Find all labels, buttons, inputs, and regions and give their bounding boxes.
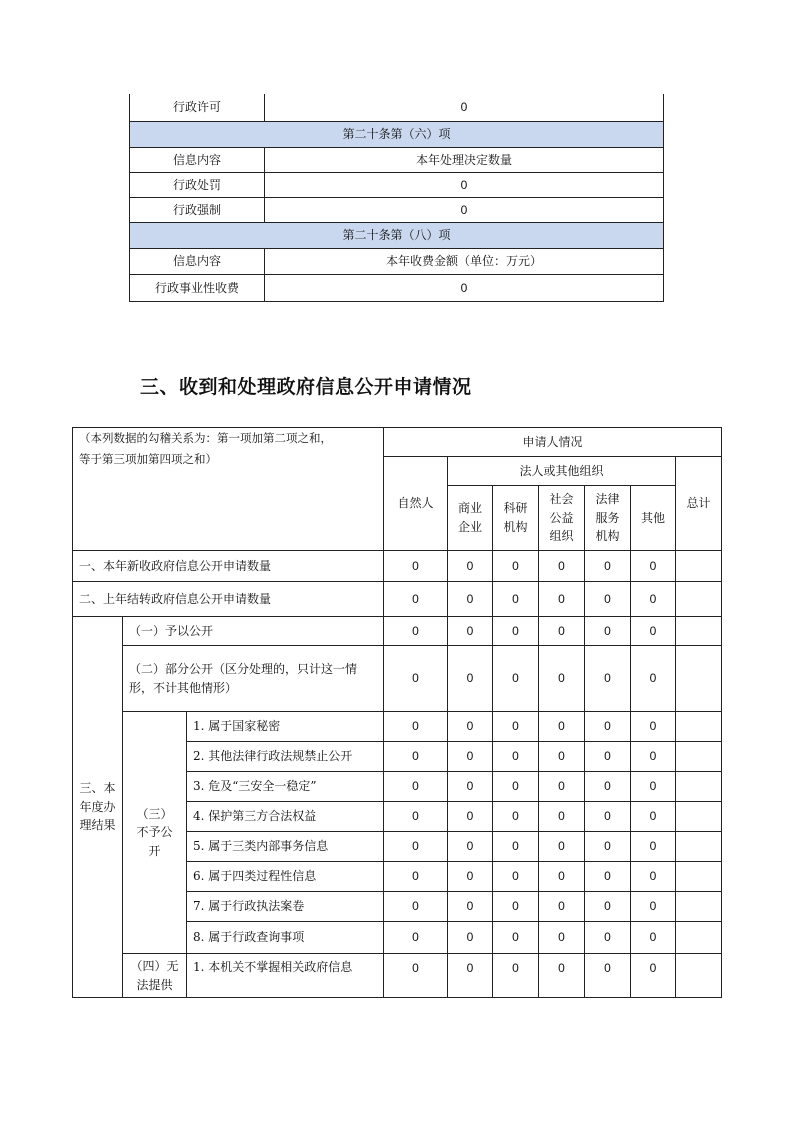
value-admin-penalty: 0 <box>264 172 664 198</box>
value-cell-open-5: 0 <box>630 616 676 646</box>
row-partial-open-line-1: （二）部分公开（区分处理的，只计这一情 <box>129 661 358 676</box>
value-cell-n8-2: 0 <box>492 921 539 954</box>
value-cell-open-0: 0 <box>383 616 448 646</box>
value-cell-new-1: 0 <box>447 550 493 582</box>
value-cell-n4-5: 0 <box>630 801 676 832</box>
row-not-open-2: 2. 其他法律行政法规禁止公开 <box>186 741 384 772</box>
value-decision-count-header: 本年处理决定数量 <box>264 147 664 173</box>
value-cell-n2-3: 0 <box>538 741 585 772</box>
value-cell-n1-1: 0 <box>447 711 493 742</box>
value-cell-new-0: 0 <box>383 550 448 582</box>
value-cell-n6-1: 0 <box>447 861 493 892</box>
value-cell-carry-0: 0 <box>383 581 448 617</box>
value-cell-carry-5: 0 <box>630 581 676 617</box>
value-cell-n8-6 <box>675 921 722 954</box>
value-cell-open-4: 0 <box>584 616 631 646</box>
value-cell-c1-5: 0 <box>630 953 676 998</box>
value-cell-n3-3: 0 <box>538 771 585 802</box>
value-cell-n1-3: 0 <box>538 711 585 742</box>
row-open: （一）予以公开 <box>122 616 384 646</box>
value-cell-n6-0: 0 <box>383 861 448 892</box>
value-cell-n6-2: 0 <box>492 861 539 892</box>
value-cell-c1-2: 0 <box>492 953 539 998</box>
value-cell-carry-3: 0 <box>538 581 585 617</box>
col-other: 其他 <box>630 485 676 551</box>
value-cell-n7-2: 0 <box>492 891 539 922</box>
value-cell-partial-2: 0 <box>492 645 539 712</box>
value-cell-n4-1: 0 <box>447 801 493 832</box>
value-cell-n1-0: 0 <box>383 711 448 742</box>
row-not-open-1: 1. 属于国家秘密 <box>186 711 384 742</box>
value-cell-n5-4: 0 <box>584 831 631 862</box>
value-cell-c1-4: 0 <box>584 953 631 998</box>
value-cell-n3-2: 0 <box>492 771 539 802</box>
value-cell-n5-2: 0 <box>492 831 539 862</box>
value-cell-n7-5: 0 <box>630 891 676 922</box>
value-cell-c1-1: 0 <box>447 953 493 998</box>
row-group-results: 三、本年度办理结果 <box>72 616 123 998</box>
value-cell-carry-6 <box>675 581 722 617</box>
value-cell-partial-3: 0 <box>538 645 585 712</box>
value-fee-amount-header: 本年收费金额（单位：万元） <box>264 248 664 275</box>
section-header-item8: 第二十条第（八）项 <box>129 222 664 249</box>
section-title: 三、收到和处理政府信息公开申请情况 <box>140 376 472 398</box>
value-cell-partial-6 <box>675 645 722 712</box>
value-cell-n2-0: 0 <box>383 741 448 772</box>
value-cell-n5-0: 0 <box>383 831 448 862</box>
value-cell-n5-6 <box>675 831 722 862</box>
natural-person-header: 自然人 <box>383 456 448 551</box>
value-admin-enforcement: 0 <box>264 197 664 223</box>
section-header-item6: 第二十条第（六）项 <box>129 121 664 148</box>
value-cell-carry-2: 0 <box>492 581 539 617</box>
value-cell-new-4: 0 <box>584 550 631 582</box>
value-cell-n6-5: 0 <box>630 861 676 892</box>
value-cell-n3-5: 0 <box>630 771 676 802</box>
label-admin-penalty: 行政处罚 <box>129 172 265 198</box>
value-cell-carry-4: 0 <box>584 581 631 617</box>
label-admin-fees: 行政事业性收费 <box>129 274 265 302</box>
value-cell-n2-4: 0 <box>584 741 631 772</box>
col-public-welfare: 社会公益组织 <box>538 485 585 551</box>
row-group-not-open: （三）不予公开 <box>122 711 187 954</box>
value-cell-n7-6 <box>675 891 722 922</box>
value-cell-n1-6 <box>675 711 722 742</box>
total-header: 总计 <box>675 456 722 551</box>
value-cell-n4-4: 0 <box>584 801 631 832</box>
value-cell-partial-0: 0 <box>383 645 448 712</box>
value-cell-n5-5: 0 <box>630 831 676 862</box>
value-cell-n4-3: 0 <box>538 801 585 832</box>
row-not-open-4: 4. 保护第三方合法权益 <box>186 801 384 832</box>
value-cell-n8-5: 0 <box>630 921 676 954</box>
label-admin-license: 行政许可 <box>129 94 265 122</box>
value-cell-open-6 <box>675 616 722 646</box>
value-cell-new-2: 0 <box>492 550 539 582</box>
label-info-content-2: 信息内容 <box>129 248 265 275</box>
value-cell-c1-0: 0 <box>383 953 448 998</box>
value-cell-open-3: 0 <box>538 616 585 646</box>
row-not-open-3: 3. 危及“三安全一稳定” <box>186 771 384 802</box>
row-not-open-5: 5. 属于三类内部事务信息 <box>186 831 384 862</box>
col-legal-service: 法律服务机构 <box>584 485 631 551</box>
value-cell-new-5: 0 <box>630 550 676 582</box>
value-cell-open-2: 0 <box>492 616 539 646</box>
row-not-open-8: 8. 属于行政查询事项 <box>186 921 384 954</box>
legal-entity-header: 法人或其他组织 <box>447 456 676 486</box>
value-cell-n3-6 <box>675 771 722 802</box>
value-cell-n4-2: 0 <box>492 801 539 832</box>
value-cell-partial-4: 0 <box>584 645 631 712</box>
row-carried-requests: 二、上年结转政府信息公开申请数量 <box>72 581 384 617</box>
row-cannot-provide-1: 1. 本机关不掌握相关政府信息 <box>186 953 384 998</box>
value-cell-n4-6 <box>675 801 722 832</box>
value-cell-n1-4: 0 <box>584 711 631 742</box>
value-cell-n7-0: 0 <box>383 891 448 922</box>
row-not-open-6: 6. 属于四类过程性信息 <box>186 861 384 892</box>
value-cell-n6-4: 0 <box>584 861 631 892</box>
value-cell-n5-1: 0 <box>447 831 493 862</box>
value-cell-n2-1: 0 <box>447 741 493 772</box>
value-cell-n4-0: 0 <box>383 801 448 832</box>
table-note-line-2: 等于第三项加第四项之和） <box>79 452 217 467</box>
value-cell-n6-3: 0 <box>538 861 585 892</box>
value-cell-n8-3: 0 <box>538 921 585 954</box>
value-cell-n6-6 <box>675 861 722 892</box>
value-cell-n3-4: 0 <box>584 771 631 802</box>
value-admin-license: 0 <box>264 94 664 122</box>
table-note-line-1: （本列数据的勾稽关系为：第一项加第二项之和， <box>79 431 332 445</box>
value-cell-n2-5: 0 <box>630 741 676 772</box>
value-cell-c1-6 <box>675 953 722 998</box>
value-cell-open-1: 0 <box>447 616 493 646</box>
value-cell-carry-1: 0 <box>447 581 493 617</box>
col-research: 科研机构 <box>492 485 539 551</box>
value-cell-n8-4: 0 <box>584 921 631 954</box>
value-cell-n7-4: 0 <box>584 891 631 922</box>
value-cell-c1-3: 0 <box>538 953 585 998</box>
value-cell-partial-1: 0 <box>447 645 493 712</box>
value-cell-n3-1: 0 <box>447 771 493 802</box>
value-cell-new-3: 0 <box>538 550 585 582</box>
value-admin-fees: 0 <box>264 274 664 302</box>
value-cell-new-6 <box>675 550 722 582</box>
value-cell-n7-3: 0 <box>538 891 585 922</box>
label-admin-enforcement: 行政强制 <box>129 197 265 223</box>
value-cell-n1-5: 0 <box>630 711 676 742</box>
row-not-open-7: 7. 属于行政执法案卷 <box>186 891 384 922</box>
row-group-cannot-provide: （四）无法提供 <box>122 953 187 998</box>
value-cell-n8-0: 0 <box>383 921 448 954</box>
value-cell-n8-1: 0 <box>447 921 493 954</box>
value-cell-n1-2: 0 <box>492 711 539 742</box>
row-partial-open <box>122 645 384 712</box>
col-business: 商业企业 <box>447 485 493 551</box>
label-info-content: 信息内容 <box>129 147 265 173</box>
value-cell-n3-0: 0 <box>383 771 448 802</box>
row-new-requests: 一、本年新收政府信息公开申请数量 <box>72 550 384 582</box>
value-cell-n2-6 <box>675 741 722 772</box>
value-cell-n7-1: 0 <box>447 891 493 922</box>
value-cell-partial-5: 0 <box>630 645 676 712</box>
table-note <box>72 427 384 551</box>
value-cell-n2-2: 0 <box>492 741 539 772</box>
applicant-header: 申请人情况 <box>383 427 722 457</box>
value-cell-n5-3: 0 <box>538 831 585 862</box>
row-partial-open-line-2: 形，不计其他情形） <box>129 680 238 695</box>
